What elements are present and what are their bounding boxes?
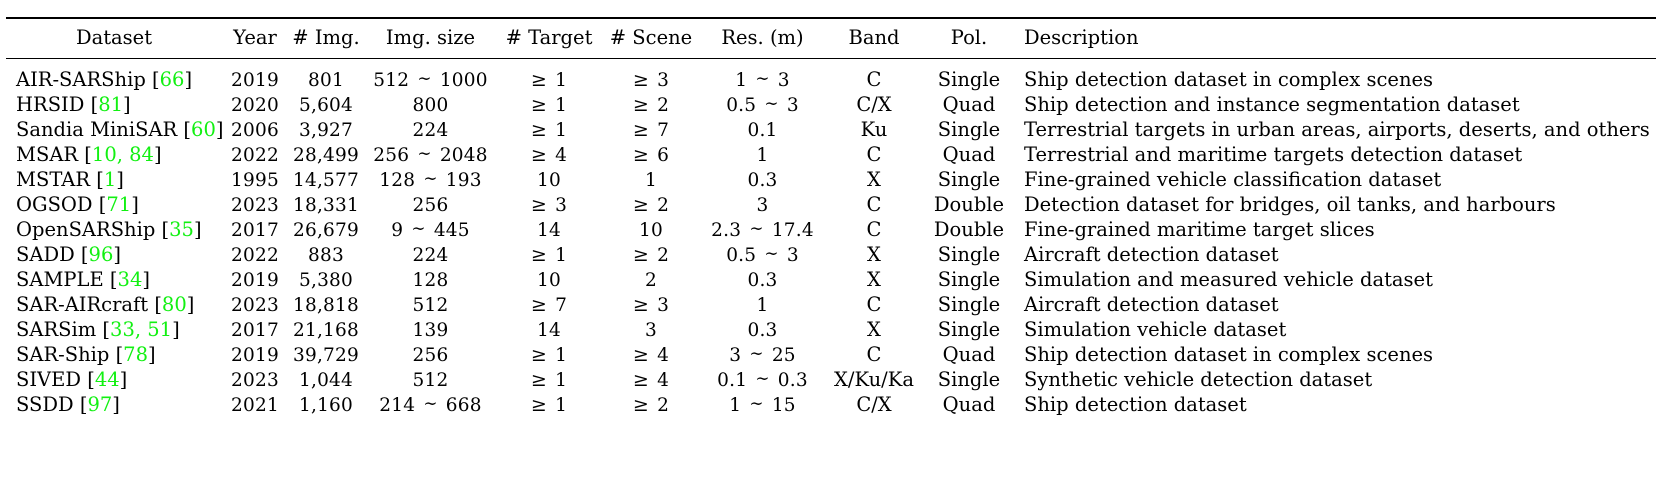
cell-image-size: 9 ∼ 445 xyxy=(391,218,470,241)
sar-dataset-table xyxy=(6,17,1656,418)
citation-bracket-close: ] xyxy=(215,118,224,142)
table-row xyxy=(6,93,1656,118)
cell-description: Ship detection dataset in complex scenes xyxy=(1024,68,1434,92)
citation-numbers[interactable]: 10, 84 xyxy=(91,143,154,167)
citation-bracket-open: [ xyxy=(98,193,107,217)
table-row xyxy=(6,268,1656,293)
cell-resolution: 3 ∼ 25 xyxy=(729,343,796,366)
cell-num-target: ≥ 1 xyxy=(530,118,568,141)
cell-band: C xyxy=(866,68,882,92)
cell-num-scene: ≥ 6 xyxy=(632,143,670,166)
cell-description: Ship detection and instance segmentation dataset xyxy=(1024,93,1520,117)
cell-num-scene: ≥ 3 xyxy=(632,68,670,91)
dataset-name-text: MSTAR xyxy=(16,168,97,192)
cell-dataset-name xyxy=(6,118,222,143)
citation-bracket-open: [ xyxy=(84,143,92,167)
dataset-name-text: SADD xyxy=(16,243,81,267)
cell-num-target: ≥ 1 xyxy=(530,68,568,91)
cell-dataset-name xyxy=(6,218,222,243)
cell-num-target: 14 xyxy=(537,219,561,241)
cell-resolution: 0.5 ∼ 3 xyxy=(726,93,799,116)
citation-bracket-open: [ xyxy=(96,168,104,192)
column-header-pol: Pol. xyxy=(924,19,1014,58)
table-row xyxy=(6,193,1656,218)
citation-bracket-close: ] xyxy=(112,393,120,417)
citation-numbers[interactable]: 44 xyxy=(94,368,120,392)
citation-reference[interactable] xyxy=(91,93,131,116)
citation-reference[interactable] xyxy=(81,243,121,266)
cell-num-scene: ≥ 7 xyxy=(632,118,670,141)
cell-num-scene: ≥ 2 xyxy=(632,393,670,416)
citation-bracket-close: ] xyxy=(113,243,121,267)
citation-reference[interactable] xyxy=(116,343,156,366)
table-row xyxy=(6,368,1656,393)
cell-image-size: 128 ∼ 193 xyxy=(379,168,482,191)
dataset-name-text: MSAR xyxy=(16,143,85,167)
citation-reference[interactable] xyxy=(96,168,124,191)
cell-description: Simulation and measured vehicle dataset xyxy=(1024,268,1433,292)
cell-num-target: ≥ 1 xyxy=(530,93,568,116)
column-header-year: Year xyxy=(222,19,288,58)
table-row xyxy=(6,218,1656,243)
citation-bracket-close: ] xyxy=(153,143,162,167)
cell-num-images: 21,168 xyxy=(293,319,359,341)
cell-num-images: 5,604 xyxy=(299,94,353,116)
table-row xyxy=(6,58,1656,93)
table-row xyxy=(6,243,1656,268)
cell-resolution: 1 xyxy=(756,294,769,316)
citation-bracket-close: ] xyxy=(184,68,193,92)
cell-polarization: Quad xyxy=(942,393,996,417)
cell-resolution: 1 xyxy=(756,144,769,166)
citation-bracket-close: ] xyxy=(119,368,128,392)
citation-reference[interactable] xyxy=(87,368,127,391)
citation-numbers[interactable]: 66 xyxy=(159,68,185,92)
cell-dataset-name xyxy=(6,393,222,418)
citation-bracket-close: ] xyxy=(116,168,124,192)
cell-num-target: ≥ 1 xyxy=(530,343,568,366)
cell-num-images: 28,499 xyxy=(293,144,359,166)
dataset-name-text: SARSim xyxy=(16,318,103,342)
cell-band: C xyxy=(866,143,882,167)
cell-num-images: 1,044 xyxy=(299,369,353,391)
cell-num-images: 801 xyxy=(308,69,344,91)
citation-reference[interactable] xyxy=(162,218,202,241)
citation-bracket-open: [ xyxy=(90,93,99,117)
table-row xyxy=(6,168,1656,193)
citation-bracket-close: ] xyxy=(172,318,180,342)
dataset-name-text: OGSOD xyxy=(16,193,99,217)
citation-bracket-close: ] xyxy=(123,93,131,117)
citation-numbers[interactable]: 71 xyxy=(106,193,132,217)
citation-reference[interactable] xyxy=(99,193,139,216)
dataset-name-text: SIVED xyxy=(16,368,88,392)
cell-num-scene: ≥ 4 xyxy=(632,343,670,366)
citation-reference[interactable] xyxy=(102,318,179,341)
cell-band: X xyxy=(867,243,881,267)
cell-description: Simulation vehicle dataset xyxy=(1024,318,1287,342)
cell-year: 2023 xyxy=(231,294,279,316)
cell-polarization: Quad xyxy=(942,343,996,367)
cell-polarization: Single xyxy=(937,318,1001,342)
cell-image-size: 800 xyxy=(412,94,449,116)
cell-num-scene: ≥ 4 xyxy=(632,368,670,391)
citation-bracket-close: ] xyxy=(186,293,195,317)
cell-resolution: 0.1 xyxy=(747,119,778,141)
citation-reference[interactable] xyxy=(84,143,161,166)
dataset-name-text: SAR-AIRcraft xyxy=(16,293,155,317)
cell-year: 2019 xyxy=(231,269,279,291)
cell-image-size: 256 xyxy=(412,344,449,366)
column-header-description: Description xyxy=(1014,19,1656,58)
table-container xyxy=(0,17,1662,481)
cell-num-images: 1,160 xyxy=(299,394,353,416)
cell-dataset-name xyxy=(6,368,222,393)
cell-num-scene: 3 xyxy=(645,319,657,341)
cell-num-images: 3,927 xyxy=(299,119,353,141)
cell-description: Fine-grained maritime target slices xyxy=(1024,218,1375,242)
citation-bracket-open: [ xyxy=(183,118,192,142)
cell-band: C/X xyxy=(856,393,892,417)
cell-num-images: 883 xyxy=(308,244,344,266)
table-body xyxy=(6,58,1656,418)
cell-image-size: 512 xyxy=(412,294,449,316)
citation-reference[interactable] xyxy=(183,118,223,141)
cell-num-scene: 2 xyxy=(645,269,657,291)
cell-image-size: 256 ∼ 2048 xyxy=(373,143,488,166)
cell-image-size: 512 xyxy=(412,369,449,391)
cell-dataset-name xyxy=(6,343,222,368)
cell-year: 2017 xyxy=(231,219,279,241)
cell-year: 2023 xyxy=(231,369,279,391)
cell-resolution: 0.3 xyxy=(747,319,778,341)
cell-resolution: 0.3 xyxy=(747,169,778,191)
cell-description: Terrestrial targets in urban areas, airports, deserts, and others xyxy=(1024,118,1650,142)
cell-image-size: 139 xyxy=(412,319,449,341)
cell-year: 2021 xyxy=(231,394,279,416)
cell-image-size: 256 xyxy=(412,194,449,216)
citation-bracket-close: ] xyxy=(193,218,202,242)
citation-numbers[interactable]: 33, 51 xyxy=(110,318,173,342)
cell-year: 2006 xyxy=(231,119,279,141)
cell-num-scene: ≥ 2 xyxy=(632,93,670,116)
dataset-name-text: OpenSARShip xyxy=(16,218,162,242)
cell-num-scene: ≥ 2 xyxy=(632,243,670,266)
cell-image-size: 128 xyxy=(412,269,449,291)
cell-resolution: 0.5 ∼ 3 xyxy=(726,243,799,266)
cell-image-size: 512 ∼ 1000 xyxy=(373,68,488,91)
citation-bracket-open: [ xyxy=(154,293,162,317)
cell-num-target: ≥ 1 xyxy=(530,393,568,416)
cell-num-target: 14 xyxy=(537,319,561,341)
cell-description: Synthetic vehicle detection dataset xyxy=(1024,368,1373,392)
cell-polarization: Single xyxy=(937,293,1001,317)
cell-num-target: ≥ 1 xyxy=(530,243,568,266)
cell-band: X/Ku/Ka xyxy=(834,368,914,392)
cell-num-scene: 10 xyxy=(639,219,663,241)
header-row xyxy=(6,19,1656,58)
citation-numbers[interactable]: 35 xyxy=(169,218,194,242)
citation-numbers[interactable]: 80 xyxy=(161,293,187,317)
cell-description: Detection dataset for bridges, oil tanks, and harbours xyxy=(1024,193,1556,217)
cell-num-scene: ≥ 3 xyxy=(632,293,670,316)
table-row xyxy=(6,318,1656,343)
cell-resolution: 0.3 xyxy=(747,269,778,291)
citation-bracket-open: [ xyxy=(79,393,88,417)
cell-description: Terrestrial and maritime targets detection dataset xyxy=(1024,143,1523,167)
cell-description: Fine-grained vehicle classification dataset xyxy=(1024,168,1442,192)
cell-resolution: 1 ∼ 3 xyxy=(735,68,790,91)
citation-numbers[interactable]: 34 xyxy=(117,268,143,292)
table-row xyxy=(6,293,1656,318)
cell-dataset-name xyxy=(6,143,222,168)
cell-polarization: Quad xyxy=(942,143,996,167)
cell-dataset-name xyxy=(6,168,222,193)
cell-polarization: Single xyxy=(937,268,1001,292)
column-header-num-target: # Target xyxy=(497,19,601,58)
cell-dataset-name xyxy=(6,318,222,343)
citation-numbers[interactable]: 1 xyxy=(103,168,117,192)
cell-resolution: 2.3 ∼ 17.4 xyxy=(711,218,814,241)
cell-description: Aircraft detection dataset xyxy=(1024,293,1279,317)
table-row xyxy=(6,393,1656,418)
citation-reference[interactable] xyxy=(152,68,192,91)
table-row xyxy=(6,343,1656,368)
cell-polarization: Single xyxy=(937,368,1001,392)
citation-numbers[interactable]: 97 xyxy=(87,393,113,417)
cell-band: C xyxy=(866,193,882,217)
dataset-name-text: HRSID xyxy=(16,93,91,117)
table-row xyxy=(6,118,1656,143)
citation-reference[interactable] xyxy=(80,393,120,416)
citation-reference[interactable] xyxy=(154,293,194,316)
citation-bracket-open: [ xyxy=(109,268,118,292)
cell-band: C xyxy=(866,218,882,242)
cell-num-images: 18,331 xyxy=(293,194,359,216)
cell-polarization: Single xyxy=(937,118,1001,142)
cell-num-target: ≥ 4 xyxy=(530,143,568,166)
cell-description: Ship detection dataset xyxy=(1024,393,1247,417)
citation-bracket-open: [ xyxy=(87,368,95,392)
cell-band: C/X xyxy=(856,93,892,117)
dataset-name-text: AIR-SARShip xyxy=(16,68,153,92)
cell-num-images: 26,679 xyxy=(293,219,359,241)
table-row xyxy=(6,143,1656,168)
cell-band: C xyxy=(866,293,882,317)
cell-polarization: Single xyxy=(937,243,1001,267)
cell-dataset-name xyxy=(6,268,222,293)
cell-year: 2017 xyxy=(231,319,279,341)
column-header-resolution: Res. (m) xyxy=(701,19,824,58)
column-header-num-scene: # Scene xyxy=(601,19,701,58)
cell-num-target: 10 xyxy=(537,169,561,191)
cell-num-images: 14,577 xyxy=(293,169,359,191)
cell-polarization: Quad xyxy=(942,93,996,117)
citation-bracket-open: [ xyxy=(102,318,111,342)
cell-band: Ku xyxy=(860,118,888,142)
column-header-dataset: Dataset xyxy=(6,19,222,58)
citation-numbers[interactable]: 60 xyxy=(191,118,216,142)
cell-resolution: 0.1 ∼ 0.3 xyxy=(717,368,808,391)
cell-resolution: 3 xyxy=(756,194,769,216)
cell-year: 2023 xyxy=(231,194,279,216)
dataset-name-text: SAMPLE xyxy=(16,268,110,292)
dataset-name-text: SAR-Ship xyxy=(16,343,116,367)
cell-dataset-name xyxy=(6,243,222,268)
cell-year: 2019 xyxy=(231,344,279,366)
cell-polarization: Double xyxy=(933,218,1005,242)
cell-image-size: 224 xyxy=(412,244,449,266)
cell-dataset-name xyxy=(6,193,222,218)
cell-band: X xyxy=(867,318,881,342)
citation-numbers[interactable]: 96 xyxy=(88,243,114,267)
citation-numbers[interactable]: 78 xyxy=(123,343,148,367)
citation-bracket-close: ] xyxy=(131,193,139,217)
column-header-num-img: # Img. xyxy=(288,19,364,58)
cell-year: 2019 xyxy=(231,69,279,91)
citation-bracket-close: ] xyxy=(142,268,150,292)
cell-dataset-name xyxy=(6,293,222,318)
cell-num-scene: 1 xyxy=(645,169,657,191)
cell-year: 2020 xyxy=(231,94,279,116)
column-header-img-size: Img. size xyxy=(364,19,497,58)
cell-polarization: Single xyxy=(937,168,1001,192)
citation-bracket-open: [ xyxy=(115,343,124,367)
cell-year: 2022 xyxy=(231,244,279,266)
cell-band: C xyxy=(866,343,882,367)
cell-dataset-name xyxy=(6,58,222,93)
cell-polarization: Single xyxy=(937,68,1001,92)
column-header-band: Band xyxy=(824,19,924,58)
cell-num-scene: ≥ 2 xyxy=(632,193,670,216)
cell-description: Ship detection dataset in complex scenes xyxy=(1024,343,1434,367)
cell-num-images: 39,729 xyxy=(293,344,359,366)
cell-image-size: 214 ∼ 668 xyxy=(379,393,482,416)
citation-bracket-open: [ xyxy=(161,218,170,242)
cell-band: X xyxy=(867,268,881,292)
cell-image-size: 224 xyxy=(412,119,449,141)
cell-num-target: ≥ 3 xyxy=(530,193,568,216)
cell-band: X xyxy=(867,168,881,192)
cell-num-target: 10 xyxy=(537,269,561,291)
dataset-name-text: SSDD xyxy=(16,393,80,417)
cell-dataset-name xyxy=(6,93,222,118)
cell-description: Aircraft detection dataset xyxy=(1024,243,1279,267)
citation-bracket-open: [ xyxy=(152,68,160,92)
cell-num-images: 18,818 xyxy=(293,294,359,316)
cell-year: 2022 xyxy=(231,144,279,166)
cell-num-images: 5,380 xyxy=(299,269,353,291)
cell-num-target: ≥ 1 xyxy=(530,368,568,391)
cell-num-target: ≥ 7 xyxy=(530,293,568,316)
cell-polarization: Double xyxy=(933,193,1005,217)
citation-reference[interactable] xyxy=(110,268,150,291)
citation-numbers[interactable]: 81 xyxy=(98,93,124,117)
citation-bracket-close: ] xyxy=(148,343,156,367)
table-header xyxy=(6,18,1656,58)
cell-resolution: 1 ∼ 15 xyxy=(729,393,796,416)
dataset-name-text: Sandia MiniSAR xyxy=(16,118,184,142)
citation-bracket-open: [ xyxy=(80,243,89,267)
cell-year: 1995 xyxy=(231,169,279,191)
